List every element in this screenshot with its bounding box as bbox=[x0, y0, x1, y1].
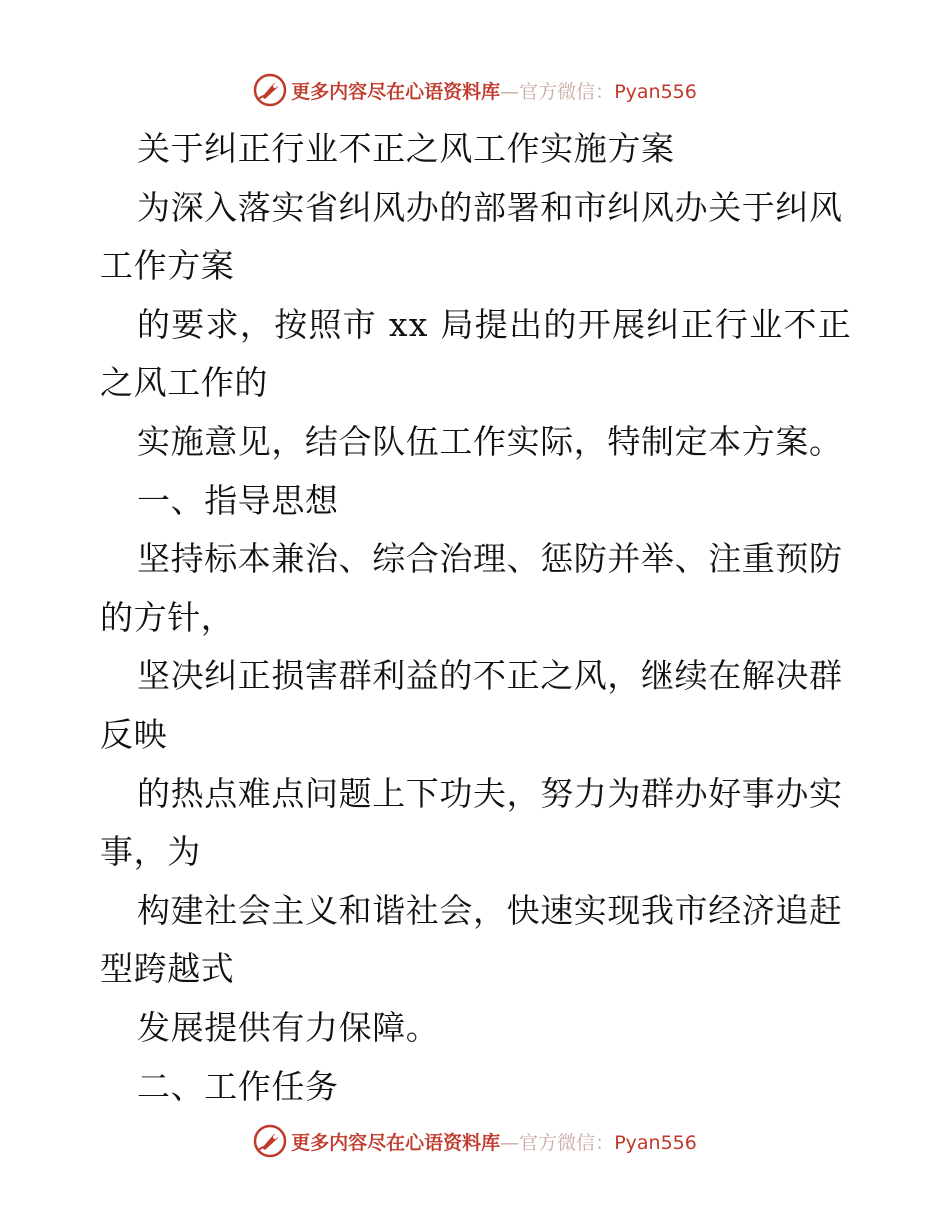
paragraph-line: 构建社会主义和谐社会，快速实现我市经济追赶 bbox=[137, 890, 843, 930]
document-body bbox=[100, 120, 860, 1116]
paragraph-line: 型跨越式 bbox=[100, 949, 235, 989]
footer-watermark-banner bbox=[0, 1121, 950, 1161]
watermark-separator: — bbox=[500, 1131, 520, 1154]
paragraph-line: 事，为 bbox=[100, 832, 201, 872]
paragraph-line: 反映 bbox=[100, 714, 168, 754]
watermark-wechat-label: 官方微信： bbox=[519, 1131, 615, 1154]
header-watermark-banner bbox=[0, 70, 950, 110]
watermark-site: 更多内容尽在心语资料库 bbox=[291, 1131, 501, 1154]
pen-nib-logo-icon bbox=[253, 73, 287, 107]
paragraph-line: 工作方案 bbox=[100, 246, 235, 286]
pen-nib-logo-icon bbox=[253, 1124, 287, 1158]
watermark-wechat-id: Pyan556 bbox=[614, 1131, 697, 1154]
paragraph-line: 发展提供有力保障。 bbox=[137, 1007, 440, 1047]
document-title: 关于纠正行业不正之风工作实施方案 bbox=[137, 129, 675, 168]
paragraph-line: 坚持标本兼治、综合治理、惩防并举、注重预防 bbox=[137, 539, 843, 579]
paragraph-line: 的要求，按照市 xx 局提出的开展纠正行业不正 bbox=[137, 304, 853, 344]
paragraph-line: 坚决纠正损害群利益的不正之风，继续在解决群 bbox=[137, 656, 843, 696]
paragraph-line: 为深入落实省纠风办的部署和市纠风办关于纠风 bbox=[137, 187, 843, 227]
watermark-text bbox=[291, 77, 697, 104]
watermark-wechat-id: Pyan556 bbox=[614, 80, 697, 103]
paragraph-line: 的热点难点问题上下功夫，努力为群办好事办实 bbox=[137, 773, 843, 813]
watermark-site: 更多内容尽在心语资料库 bbox=[291, 80, 501, 103]
section-heading: 一、指导思想 bbox=[137, 480, 339, 520]
section-heading: 二、工作任务 bbox=[137, 1066, 339, 1106]
watermark-text bbox=[291, 1128, 697, 1155]
watermark-separator: — bbox=[500, 80, 520, 103]
paragraph-line: 实施意见，结合队伍工作实际，特制定本方案。 bbox=[137, 421, 843, 461]
paragraph-line: 之风工作的 bbox=[100, 363, 268, 403]
watermark-wechat-label: 官方微信： bbox=[519, 80, 615, 103]
paragraph-line: 的方针， bbox=[100, 597, 235, 637]
